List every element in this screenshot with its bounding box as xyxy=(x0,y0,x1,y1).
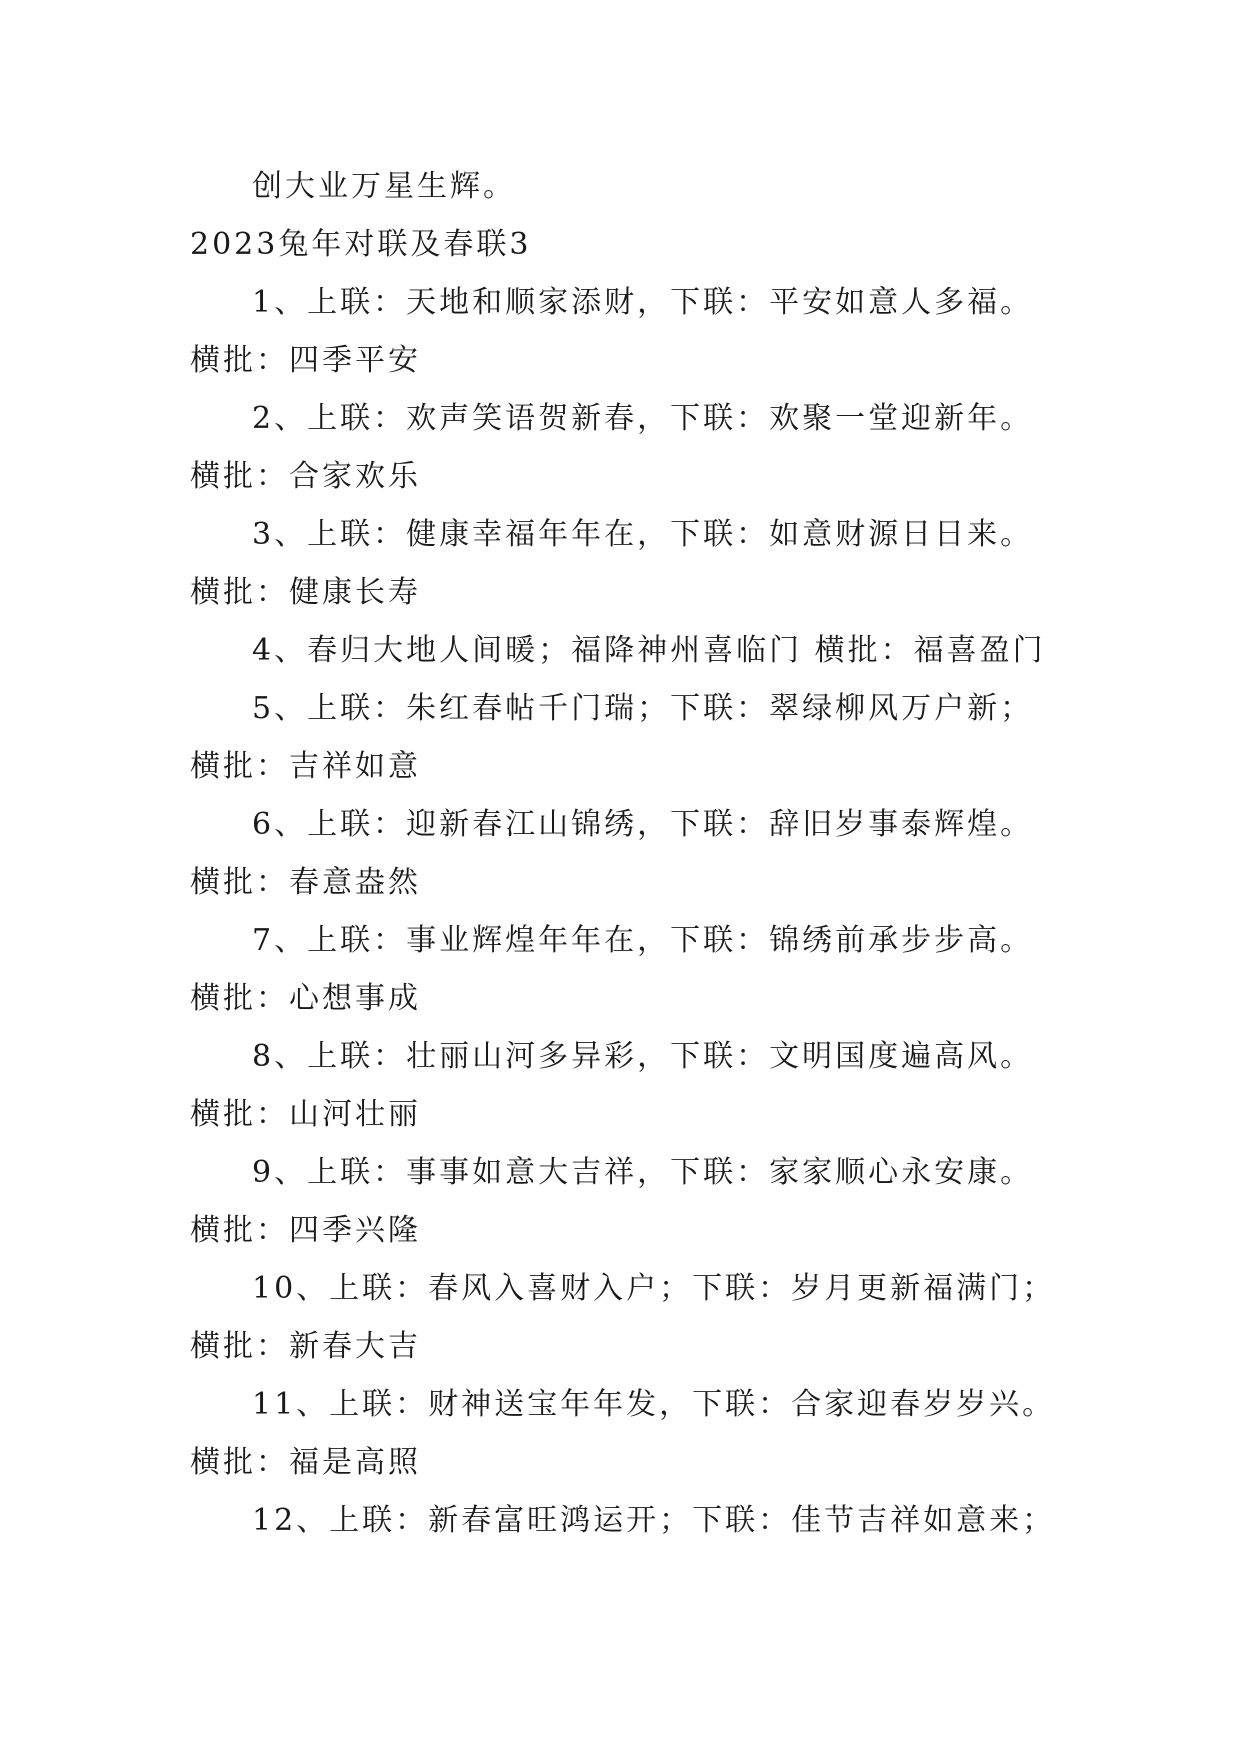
text-line: 创大业万星生辉。 xyxy=(252,169,516,204)
horizontal-scroll-line: 横批：吉祥如意 xyxy=(190,749,421,784)
horizontal-scroll-line: 横批：四季平安 xyxy=(190,343,421,378)
horizontal-scroll-line: 横批：新春大吉 xyxy=(190,1329,421,1364)
couplet-line: 6、上联：迎新春江山锦绣，下联：辞旧岁事泰辉煌。 xyxy=(252,807,1034,842)
couplet-line: 10、上联：春风入喜财入户；下联：岁月更新福满门； xyxy=(252,1271,1056,1306)
horizontal-scroll-line: 横批：山河壮丽 xyxy=(190,1097,421,1132)
couplet-line: 4、春归大地人间暖；福降神州喜临门 横批：福喜盈门 xyxy=(252,633,1046,668)
document-body xyxy=(190,158,1070,1550)
section-heading: 2023兔年对联及春联3 xyxy=(190,227,532,262)
couplet-line: 7、上联：事业辉煌年年在，下联：锦绣前承步步高。 xyxy=(252,923,1034,958)
horizontal-scroll-line: 横批：心想事成 xyxy=(190,981,421,1016)
horizontal-scroll-line: 横批：春意盎然 xyxy=(190,865,421,900)
horizontal-scroll-line: 横批：四季兴隆 xyxy=(190,1213,421,1248)
horizontal-scroll-line: 横批：健康长寿 xyxy=(190,575,421,610)
couplet-line: 5、上联：朱红春帖千门瑞；下联：翠绿柳风万户新； xyxy=(252,691,1034,726)
horizontal-scroll-line: 横批：合家欢乐 xyxy=(190,459,421,494)
couplet-line: 1、上联：天地和顺家添财，下联：平安如意人多福。 xyxy=(252,285,1034,320)
couplet-line: 8、上联：壮丽山河多异彩，下联：文明国度遍高风。 xyxy=(252,1039,1034,1074)
couplet-line: 2、上联：欢声笑语贺新春，下联：欢聚一堂迎新年。 xyxy=(252,401,1034,436)
couplet-line: 12、上联：新春富旺鸿运开；下联：佳节吉祥如意来； xyxy=(252,1503,1056,1538)
couplet-line: 9、上联：事事如意大吉祥，下联：家家顺心永安康。 xyxy=(252,1155,1034,1190)
horizontal-scroll-line: 横批：福是高照 xyxy=(190,1445,421,1480)
couplet-line: 11、上联：财神送宝年年发，下联：合家迎春岁岁兴。 xyxy=(252,1387,1056,1422)
couplet-line: 3、上联：健康幸福年年在，下联：如意财源日日来。 xyxy=(252,517,1034,552)
